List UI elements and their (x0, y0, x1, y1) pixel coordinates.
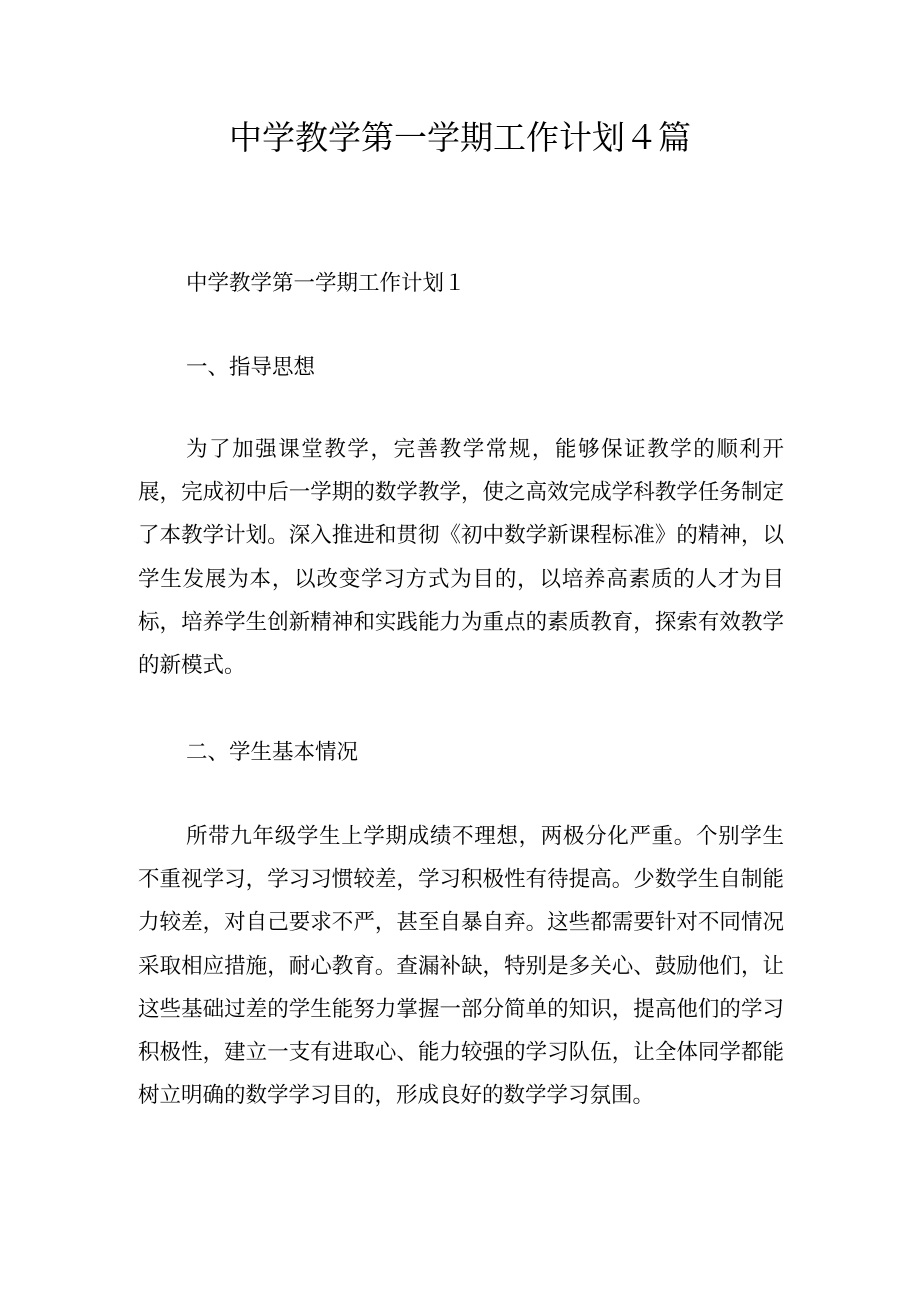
section-heading-student-situation: 二、学生基本情况 (186, 740, 359, 765)
section-paragraph-student-situation: 所带九年级学生上学期成绩不理想，两极分化严重。个别学生不重视学习，学习习惯较差，学习积极性有待提高。少数学生自制能力较差，对自己要求不严，甚至自暴自弃。这些都需要针对不同情况采取相应措施，耐心教育。查漏补缺，特别是多关心、鼓励他们，让这些基础过差的学生能努力掌握一部分简单的知识，提高他们的学习积极性，建立一支有进取心、能力较强的学习队伍，让全体同学都能树立明确的数学学习目的，形成良好的数学学习氛围。 (138, 824, 784, 1109)
section-paragraph-guiding-ideology: 为了加强课堂教学，完善教学常规，能够保证教学的顺利开展，完成初中后一学期的数学教学，使之高效完成学科教学任务制定了本教学计划。深入推进和贯彻《初中数学新课程标准》的精神，以学生发展为本，以改变学习方式为目的，以培养高素质的人才为目标，培养学生创新精神和实践能力为重点的素质教育，探索有效教学的新模式。 (138, 437, 784, 679)
plan-subtitle: 中学教学第一学期工作计划１ (186, 271, 466, 296)
document-title: 中学教学第一学期工作计划４篇 (229, 118, 691, 157)
section-heading-guiding-ideology: 一、指导思想 (186, 355, 316, 380)
